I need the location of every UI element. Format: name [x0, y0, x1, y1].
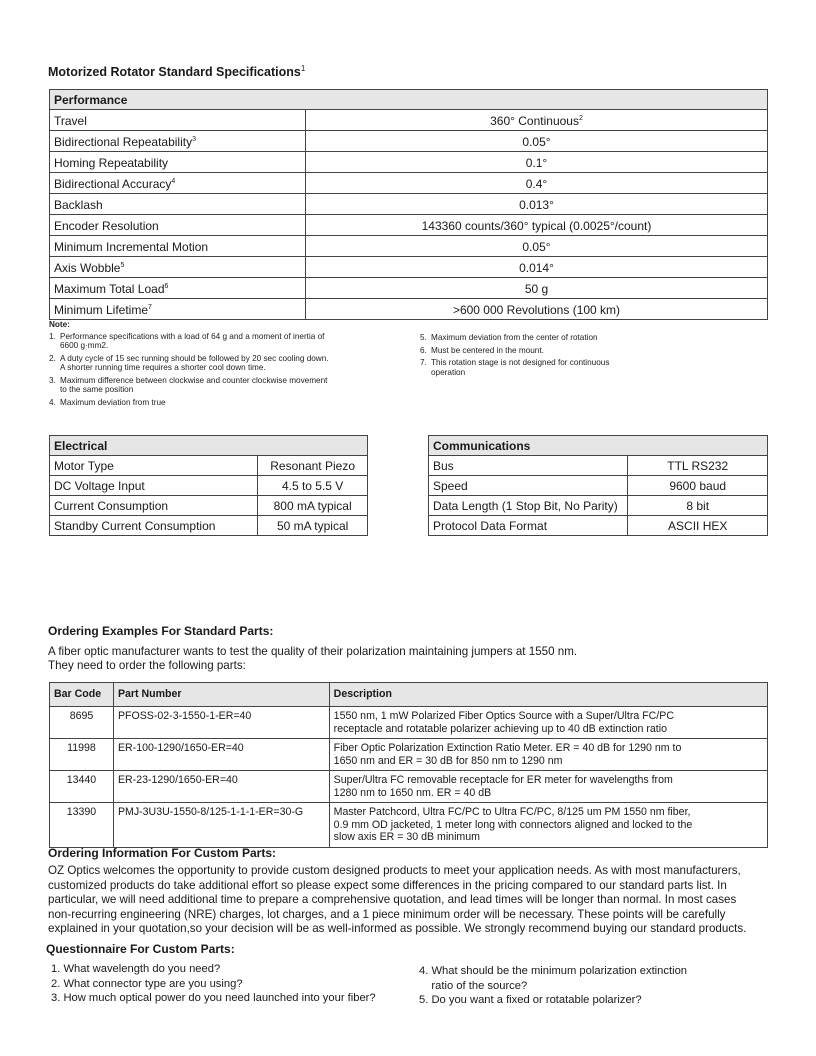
spec-label: Travel [50, 110, 306, 131]
electrical-table [49, 435, 368, 536]
note-item: 2. A duty cycle of 15 sec running should be followed by 20 sec cooling down. A shorter running time requires a shorter cool down time. [49, 353, 329, 372]
performance-row [50, 152, 768, 173]
performance-row [50, 131, 768, 152]
spec-value: 50 g [306, 278, 768, 299]
description-cell: 1550 nm, 1 mW Polarized Fiber Optics Source with a Super/Ultra FC/PC receptacle and rotatable polarizer achieving up to 40 dB extinction ratio [329, 707, 767, 739]
bar-code-cell: 13440 [50, 771, 114, 803]
communications-row [429, 476, 768, 496]
spec-value: 8 bit [628, 496, 768, 516]
ordering-table [49, 682, 768, 848]
spec-label: Maximum Total Load$^6$ [50, 278, 306, 299]
notes-left [49, 320, 329, 410]
table-row [50, 707, 768, 739]
paragraph-line: OZ Optics welcomes the opportunity to provide custom designed products to meet your application needs. As with most manufacturers, [48, 864, 741, 877]
question-item: 1. What wavelength do you need? [51, 963, 221, 975]
table-row [50, 803, 768, 848]
communications-table [428, 435, 768, 536]
electrical-row [50, 516, 368, 536]
spec-value: 143360 counts/360° typical (0.0025°/count) [306, 215, 768, 236]
part-number-cell: ER-23-1290/1650-ER=40 [113, 771, 329, 803]
spec-value: 0.1° [306, 152, 768, 173]
spec-label: Bus [429, 456, 628, 476]
spec-label: Bidirectional Repeatability$^3$ [50, 131, 306, 152]
spec-label: Current Consumption [50, 496, 258, 516]
note-item: 5. Maximum deviation from the center of rotation [420, 333, 598, 342]
note-item: 4. Maximum deviation from true [49, 397, 166, 407]
note-item: 3. Maximum difference between clockwise and counter clockwise movement to the same position [49, 375, 328, 394]
communications-row [429, 496, 768, 516]
note-item: 6. Must be centered in the mount. [420, 345, 544, 355]
question-item: 4. What should be the minimum polarization extinction [419, 965, 688, 977]
spec-value: 4.5 to 5.5 V [258, 476, 368, 496]
questionnaire-right [419, 964, 687, 1008]
performance-row [50, 299, 768, 320]
col-bar-code: Bar Code [50, 683, 114, 707]
spec-value: 0.013° [306, 194, 768, 215]
spec-value: >600 000 Revolutions (100 km) [306, 299, 768, 320]
spec-value: 0.014° [306, 257, 768, 278]
description-cell: Super/Ultra FC removable receptacle for ER meter for wavelengths from 1280 nm to 1650 nm. ER = 40 dB [329, 771, 767, 803]
paragraph-line: explained in your quotation,so your decision will be as well-informed as possible. We strongly recommend buying our standard products. [48, 922, 747, 936]
spec-label: Minimum Lifetime$^7$ [50, 299, 306, 320]
custom-info-heading: Ordering Information For Custom Parts: [48, 846, 277, 860]
performance-row [50, 278, 768, 299]
communications-header: Communications [429, 436, 768, 456]
electrical-header: Electrical [50, 436, 368, 456]
ordering-intro-2: They need to order the following parts: [48, 659, 246, 672]
col-part-number: Part Number [113, 683, 329, 707]
paragraph-line: customized products do take additional effort so please expect some differences in the pricing compared to our standard parts list. In [48, 878, 727, 892]
paragraph-line: particular, we will need additional time to prepare a comprehensive quotation, and lead times will be longer than normal. In most cases [48, 893, 737, 907]
performance-row [50, 236, 768, 257]
question-item: ratio of the source? [419, 979, 528, 992]
spec-label: Standby Current Consumption [50, 516, 258, 536]
spec-label: DC Voltage Input [50, 476, 258, 496]
spec-label: Data Length (1 Stop Bit, No Parity) [429, 496, 628, 516]
spec-label: Speed [429, 476, 628, 496]
spec-label: Axis Wobble$^5$ [50, 257, 306, 278]
col-description: Description [329, 683, 767, 707]
spec-value: 0.4° [306, 173, 768, 194]
paragraph-line: non-recurring engineering (NRE) charges, lot charges, and a 1 piece minimum order will be necessary. These points will be carefully [48, 907, 726, 921]
communications-row [429, 456, 768, 476]
description-cell: Fiber Optic Polarization Extinction Ratio Meter. ER = 40 dB for 1290 nm to 1650 nm and ER = 30 dB for 850 nm to 1290 nm [329, 739, 767, 771]
question-item: 2. What connector type are you using? [51, 977, 243, 990]
spec-value: 50 mA typical [258, 516, 368, 536]
spec-label: Protocol Data Format [429, 516, 628, 536]
ordering-intro-1: A fiber optic manufacturer wants to test the quality of their polarization maintaining jumpers at 1550 nm. [48, 645, 578, 658]
spec-value: 800 mA typical [258, 496, 368, 516]
spec-value: 0.05° [306, 131, 768, 152]
performance-row [50, 215, 768, 236]
page-title: Motorized Rotator Standard Specifications$^1$ [48, 64, 306, 80]
spec-label: Homing Repeatability [50, 152, 306, 173]
spec-label: Bidirectional Accuracy$^4$ [50, 173, 306, 194]
electrical-row [50, 496, 368, 516]
spec-label: Encoder Resolution [50, 215, 306, 236]
questionnaire-heading: Questionnaire For Custom Parts: [46, 942, 235, 956]
bar-code-cell: 13390 [50, 803, 114, 848]
notes-right [420, 333, 640, 380]
performance-row [50, 173, 768, 194]
part-number-cell: PFOSS-02-3-1550-1-ER=40 [113, 707, 329, 739]
spec-value: 0.05° [306, 236, 768, 257]
question-item: 3. How much optical power do you need launched into your fiber? [51, 992, 376, 1004]
ordering-examples-heading: Ordering Examples For Standard Parts: [48, 624, 274, 638]
question-item: 5. Do you want a fixed or rotatable polarizer? [419, 994, 642, 1006]
notes-heading: Note: [49, 320, 70, 329]
bar-code-cell: 11998 [50, 739, 114, 771]
communications-row [429, 516, 768, 536]
part-number-cell: PMJ-3U3U-1550-8/125-1-1-1-ER=30-G [113, 803, 329, 848]
spec-label: Minimum Incremental Motion [50, 236, 306, 257]
spec-value: TTL RS232 [628, 456, 768, 476]
custom-info-paragraph [48, 864, 770, 937]
spec-label: Motor Type [50, 456, 258, 476]
spec-value: 9600 baud [628, 476, 768, 496]
part-number-cell: ER-100-1290/1650-ER=40 [113, 739, 329, 771]
electrical-row [50, 476, 368, 496]
performance-table [49, 89, 768, 320]
performance-row [50, 257, 768, 278]
spec-value: ASCII HEX [628, 516, 768, 536]
performance-row [50, 110, 768, 131]
spec-value: 360° Continuous$^2$ [306, 110, 768, 131]
table-row [50, 739, 768, 771]
spec-value: Resonant Piezo [258, 456, 368, 476]
description-cell: Master Patchcord, Ultra FC/PC to Ultra FC/PC, 8/125 um PM 1550 nm fiber, 0.9 mm OD jacketed, 1 meter long with connectors aligned and locked to the slow axis ER = 30 dB minimum [329, 803, 767, 848]
performance-header: Performance [50, 90, 768, 110]
note-item: 1. Performance specifications with a load of 64 g and a moment of inertia of 6600 g·mm2. [49, 331, 325, 350]
table-row [50, 771, 768, 803]
electrical-row [50, 456, 368, 476]
bar-code-cell: 8695 [50, 707, 114, 739]
performance-row [50, 194, 768, 215]
spec-label: Backlash [50, 194, 306, 215]
questionnaire-left [51, 962, 376, 1006]
note-item: 7. This rotation stage is not designed for continuous operation [420, 358, 610, 377]
